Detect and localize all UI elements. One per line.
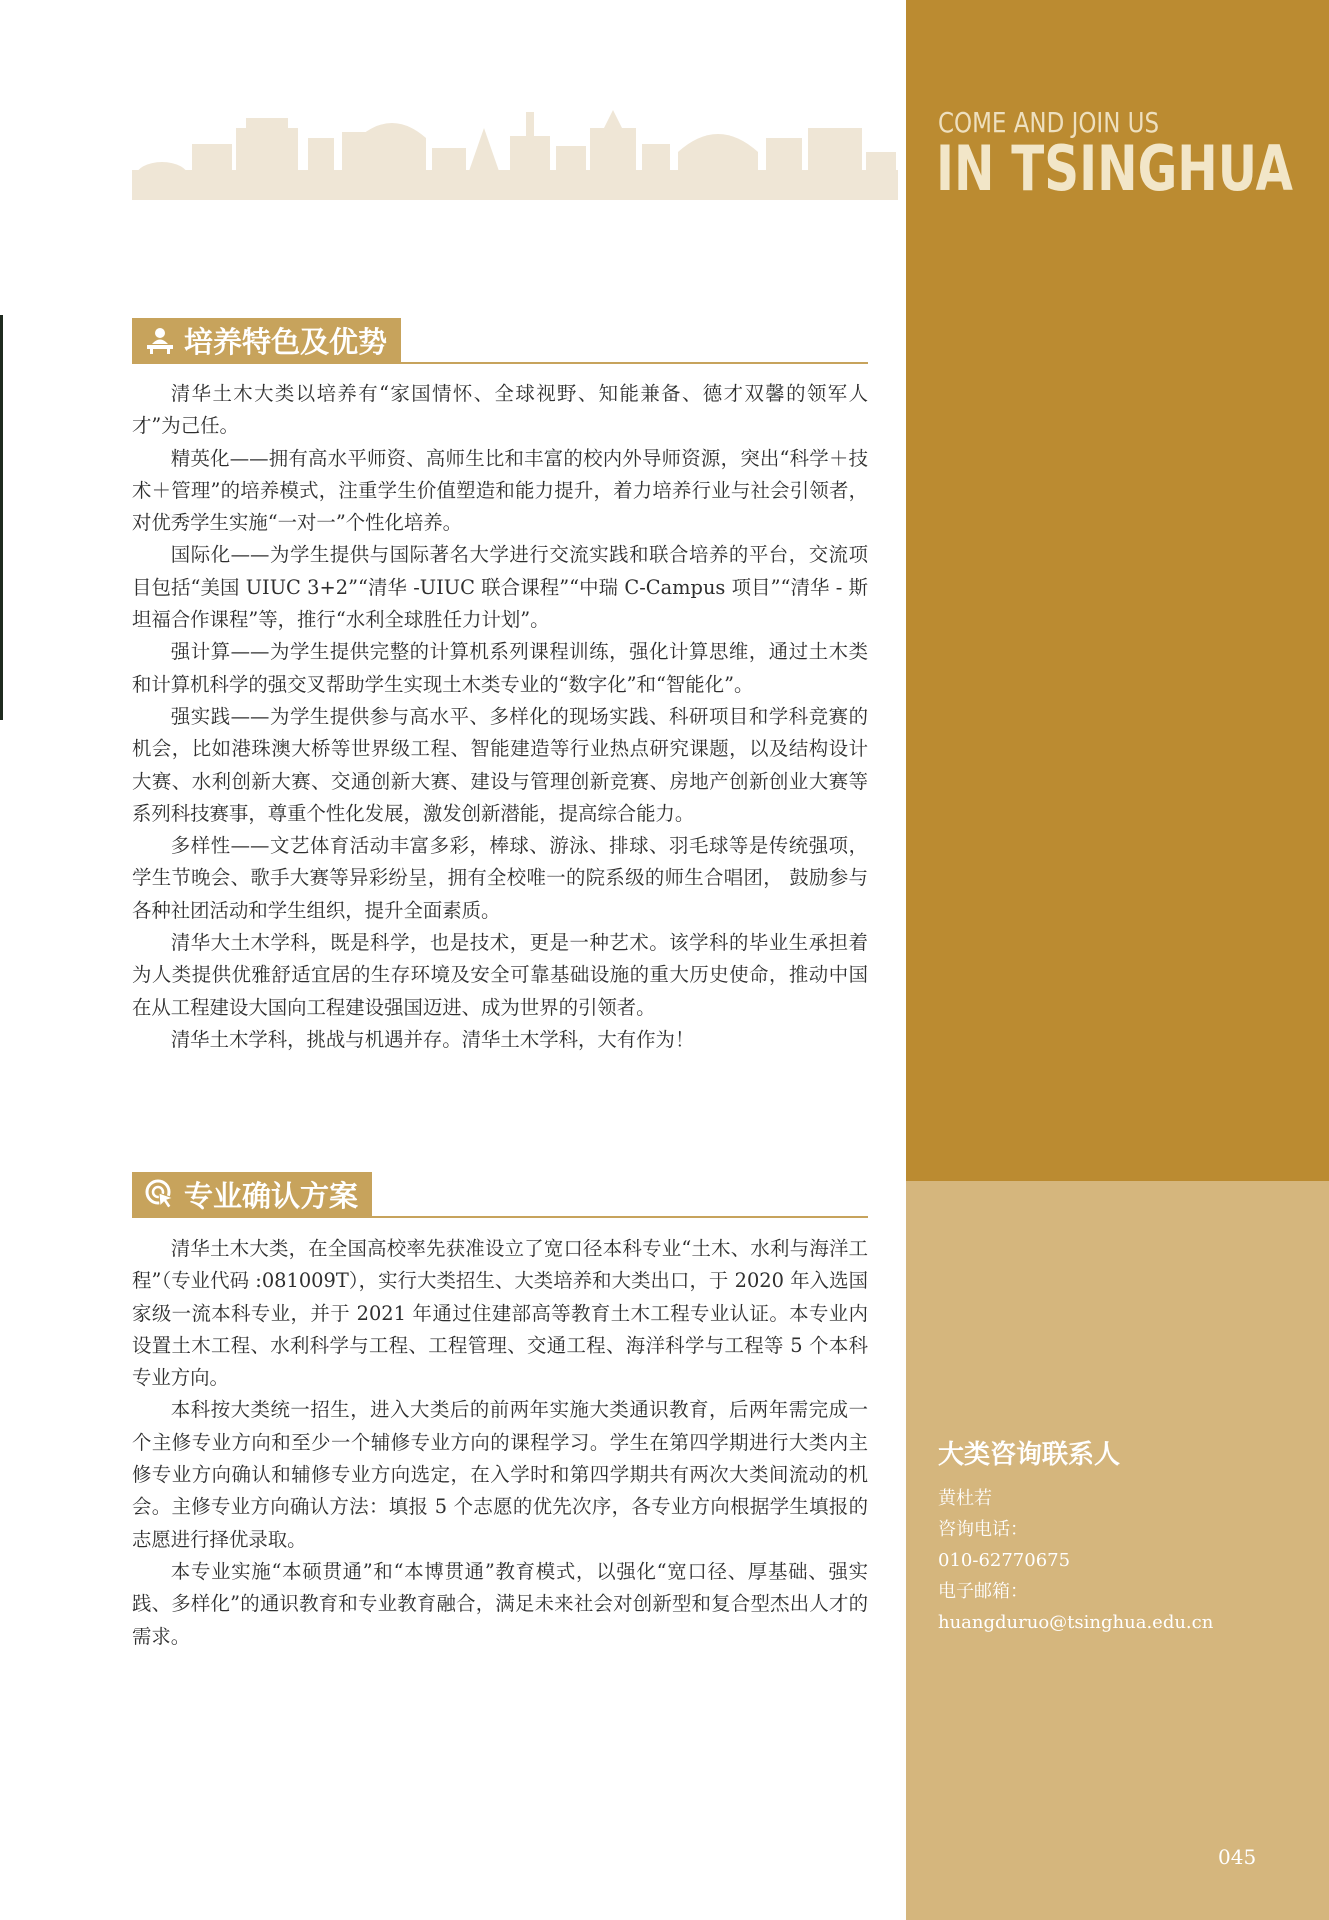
paragraph: 清华土木学科，挑战与机遇并存。清华土木学科，大有作为！ bbox=[170, 1027, 695, 1051]
paragraph: 强实践——为学生提供参与高水平、多样化的现场实践、科研项目和学科竞赛的机会，比如港珠澳大桥等世界级工程、智能建造等行业热点研究课题，以及结构设计大赛、水利创新大赛、交通创新大赛、建设与管理创新竞赛、房地产创新创业大赛等系列科技赛事，尊重个性化发展，激发创新潜能，提高综合能力。 bbox=[132, 704, 868, 825]
paragraph: 本科按大类统一招生，进入大类后的前两年实施大类通识教育，后两年需完成一个主修专业方向和至少一个辅修专业方向的课程学习。学生在第四学期进行大类内主修专业方向确认和辅修专业方向选定，在入学时和第四学期共有两次大类间流动的机会。主修专业方向确认方法：填报 5 个志愿的优先次序，各专业方向根据学生填报的志愿进行择优录取。 bbox=[132, 1398, 868, 1551]
title: IN TSINGHUA bbox=[936, 132, 1293, 205]
section-title: 培养特色及优势 bbox=[184, 324, 388, 359]
section-title: 专业确认方案 bbox=[184, 1178, 359, 1213]
section-tag bbox=[132, 318, 401, 362]
section-body-major bbox=[132, 1233, 868, 1653]
paragraph: 强计算——为学生提供完整的计算机系列课程训练，强化计算思维，通过土木类和计算机科学的强交叉帮助学生实现土木类专业的“数字化”和“智能化”。 bbox=[132, 640, 868, 696]
paragraph: 本专业实施“本硕贯通”和“本博贯通”教育模式，以强化“宽口径、厚基础、强实践、多样化”的通识教育和专业教育融合，满足未来社会对创新型和复合型杰出人才的需求。 bbox=[132, 1559, 868, 1648]
page-number: 045 bbox=[1218, 1845, 1257, 1869]
section-tag bbox=[132, 1172, 372, 1216]
contact-email[interactable]: huangduruo@tsinghua.edu.cn bbox=[938, 1612, 1214, 1633]
left-edge-strip bbox=[0, 315, 3, 720]
contact-name: 黄杜若 bbox=[938, 1488, 992, 1509]
campus-skyline-icon bbox=[132, 108, 898, 200]
paragraph: 多样性——文艺体育活动丰富多彩，棒球、游泳、排球、羽毛球等是传统强项，学生节晚会、歌手大赛等异彩纷呈，拥有全校唯一的院系级的师生合唱团， 鼓励参与各种社团活动和学生组织，提升全面素质。 bbox=[132, 834, 868, 922]
section-body-training bbox=[132, 378, 868, 1056]
section-rule bbox=[132, 362, 868, 364]
paragraph: 清华土木大类，在全国高校率先获准设立了宽口径本科专业“土木、水利与海洋工程”（专业代码 :081009T），实行大类招生、大类培养和大类出口，于 2020 年入选国家级一流本科专业，并于 2021 年通过住建部高等教育土木工程专业认证。本专业内设置土木工程、水利科学与工程、工程管理、交通工程、海洋科学与工程等 5 个本科专业方向。 bbox=[132, 1237, 868, 1390]
podium-person-icon bbox=[144, 324, 176, 356]
contact-phone[interactable]: 010-62770675 bbox=[938, 1550, 1071, 1571]
paragraph: 国际化——为学生提供与国际著名大学进行交流实践和联合培养的平台，交流项目包括“美国 UIUC 3+2”“清华 -UIUC 联合课程”“中瑞 C-Campus 项目”“清华 - 斯坦福合作课程”等，推行“水利全球胜任力计划”。 bbox=[132, 543, 868, 632]
paragraph: 精英化——拥有高水平师资、高师生比和丰富的校内外导师资源，突出“科学＋技术＋管理”的培养模式，注重学生价值塑造和能力提升，着力培养行业与社会引领者，对优秀学生实施“一对一”个性化培养。 bbox=[132, 446, 868, 535]
paragraph: 清华土木大类以培养有“家国情怀、全球视野、知能兼备、德才双馨的领军人才”为己任。 bbox=[132, 382, 868, 438]
cursor-click-icon bbox=[144, 1178, 176, 1210]
contact-phone-label: 咨询电话： bbox=[938, 1519, 1028, 1540]
tagline: COME AND JOIN US bbox=[938, 106, 1160, 139]
paragraph: 清华大土木学科，既是科学，也是技术，更是一种艺术。该学科的毕业生承担着为人类提供优雅舒适宜居的生存环境及安全可靠基础设施的重大历史使命，推动中国在从工程建设大国向工程建设强国迈进、成为世界的引领者。 bbox=[132, 931, 868, 1019]
contact-block bbox=[938, 1434, 1213, 1638]
section-rule bbox=[132, 1216, 868, 1218]
contact-title: 大类咨询联系人 bbox=[938, 1440, 1121, 1470]
contact-email-label: 电子邮箱： bbox=[938, 1581, 1028, 1602]
